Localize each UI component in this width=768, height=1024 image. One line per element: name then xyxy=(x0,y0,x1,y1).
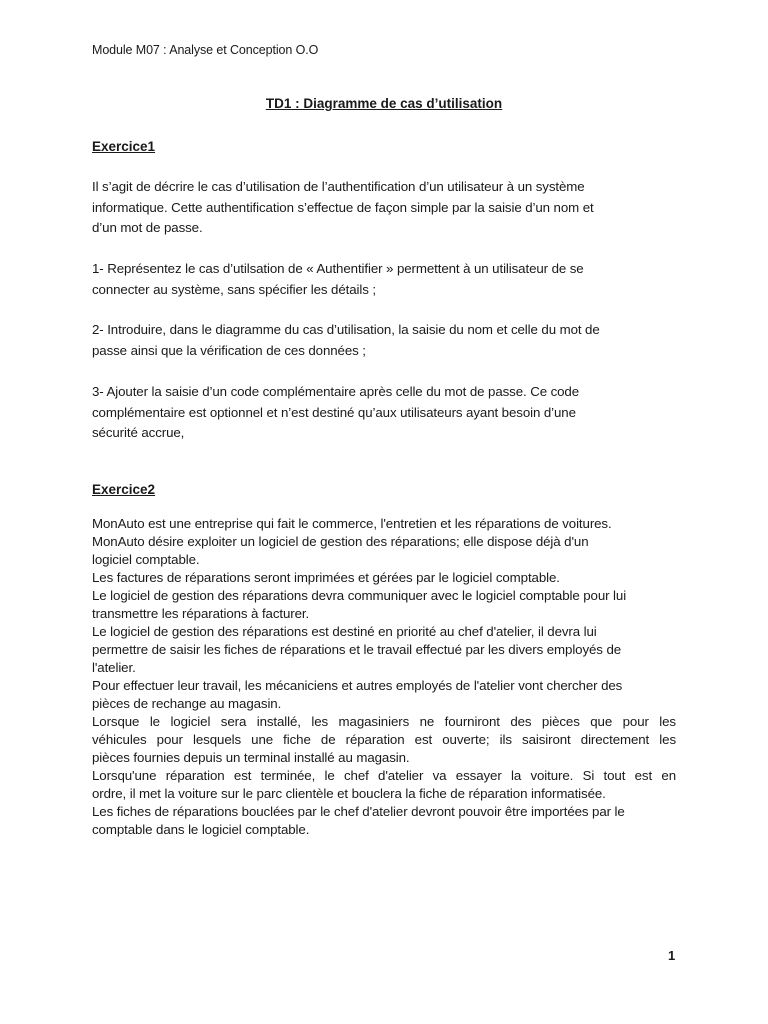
page-number: 1 xyxy=(668,948,676,963)
text-line: transmettre les réparations à facturer. xyxy=(92,606,310,621)
exercice1-intro xyxy=(92,177,672,239)
text-line: connecter au système, sans spécifier les détails ; xyxy=(92,281,376,297)
text-line: Les fiches de réparations bouclées par le chef d'atelier devront pouvoir être importées par le xyxy=(92,804,625,819)
text-line: complémentaire est optionnel et n’est destiné qu’aux utilisateurs ayant besoin d’une xyxy=(92,404,576,420)
text-line: Il s’agit de décrire le cas d’utilisation de l’authentification d’un utilisateur à un système xyxy=(92,179,585,194)
text-line: 1- Représentez le cas d’utilsation de « Authentifier » permettent à un utilisateur de se xyxy=(92,261,584,276)
text-line: MonAuto désire exploiter un logiciel de gestion des réparations; elle dispose déjà d'un xyxy=(92,534,589,549)
text-line: Le logiciel de gestion des réparations devra communiquer avec le logiciel comptable pour lui xyxy=(92,588,627,603)
text-line: pièces de rechange au magasin. xyxy=(92,696,282,711)
text-line: sécurité accrue, xyxy=(92,425,185,440)
text-line: Les factures de réparations seront imprimées et gérées par le logiciel comptable. xyxy=(92,570,560,585)
text-line: Le logiciel de gestion des réparations est destiné en priorité au chef d'atelier, il devra lui xyxy=(92,624,597,639)
document-title: TD1 : Diagramme de cas d’utilisation xyxy=(265,96,503,111)
text-line: Pour effectuer leur travail, les mécaniciens et autres employés de l'atelier vont chercher des xyxy=(92,678,623,693)
text-line: pièces fournies depuis un terminal installé au magasin. xyxy=(92,750,410,765)
text-line: ordre, il met la voiture sur le parc clientèle et bouclera la fiche de réparation informatisée. xyxy=(92,786,606,801)
text-line: informatique. Cette authentification s’effectue de façon simple par la saisie d’un nom et xyxy=(92,199,594,215)
text-line: Lorsqu'une réparation est terminée, le chef d'atelier va essayer la voiture. Si tout est en xyxy=(92,768,676,783)
module-header: Module M07 : Analyse et Conception O.O xyxy=(92,43,319,57)
text-line: passe ainsi que la vérification de ces données ; xyxy=(92,342,366,358)
text-line: 2- Introduire, dans le diagramme du cas d’utilisation, la saisie du nom et celle du mot de xyxy=(92,322,600,337)
exercice2-body xyxy=(92,515,676,839)
exercice1-question-1 xyxy=(92,259,672,300)
text-line: MonAuto est une entreprise qui fait le commerce, l'entretien et les réparations de voitures. xyxy=(92,516,612,531)
exercice1-heading: Exercice1 xyxy=(92,139,156,154)
text-line: 3- Ajouter la saisie d’un code complémentaire après celle du mot de passe. Ce code xyxy=(92,384,580,399)
text-line: d’un mot de passe. xyxy=(92,220,203,235)
text-line: l'atelier. xyxy=(92,660,136,675)
text-line: comptable dans le logiciel comptable. xyxy=(92,822,310,837)
text-line: logiciel comptable. xyxy=(92,552,200,567)
text-line: permettre de saisir les fiches de réparations et le travail effectué par les divers employés de xyxy=(92,642,622,657)
text-line: Lorsque le logiciel sera installé, les magasiniers ne fourniront des pièces que pour les xyxy=(92,714,676,729)
exercice2-heading: Exercice2 xyxy=(92,482,156,497)
exercice1-question-3 xyxy=(92,382,672,444)
text-line: véhicules pour lesquels une fiche de réparation est ouverte; ils saisiront directement les xyxy=(92,732,676,747)
exercice1-question-2 xyxy=(92,320,672,361)
